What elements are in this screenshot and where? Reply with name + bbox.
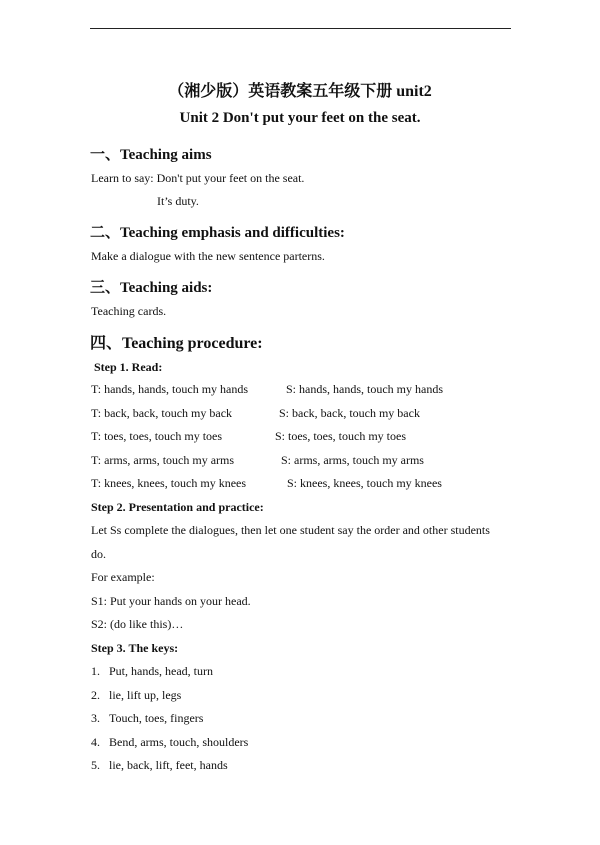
step1-student-line: S: hands, hands, touch my hands: [286, 382, 443, 396]
step1-label: Step 1. Read:: [94, 360, 163, 374]
key-number: 1.: [91, 664, 100, 678]
step2-line: S1: Put your hands on your head.: [91, 594, 251, 608]
key-item: [91, 664, 213, 679]
heading-emphasis: 二、Teaching emphasis and difficulties:: [90, 225, 345, 241]
document-subtitle: Unit 2 Don't put your feet on the seat.: [179, 110, 421, 126]
step2-line: do.: [91, 547, 106, 561]
document-title: （湘少版）英语教案五年级下册 unit2: [168, 83, 432, 100]
emphasis-text: Make a dialogue with the new sentence parterns.: [91, 249, 325, 263]
key-item: [91, 688, 181, 703]
step1-student-line: S: back, back, touch my back: [279, 406, 420, 420]
step3-label: Step 3. The keys:: [91, 641, 179, 655]
aids-text: Teaching cards.: [91, 304, 167, 318]
header-rule: [90, 28, 511, 29]
step1-student-line: S: toes, toes, touch my toes: [275, 429, 406, 443]
step1-teacher-line: T: back, back, touch my back: [91, 406, 233, 420]
step1-teacher-line: T: knees, knees, touch my knees: [91, 476, 247, 490]
key-text: Touch, toes, fingers: [109, 711, 204, 725]
key-text: Put, hands, head, turn: [109, 664, 213, 678]
key-number: 3.: [91, 711, 100, 725]
heading-aids: 三、Teaching aids:: [90, 280, 213, 296]
key-number: 2.: [91, 688, 100, 702]
step1-teacher-line: T: arms, arms, touch my arms: [91, 453, 235, 467]
step1-student-line: S: arms, arms, touch my arms: [281, 453, 424, 467]
heading-procedure: 四、Teaching procedure:: [90, 335, 263, 352]
heading-teaching-aims: 一、Teaching aims: [90, 147, 212, 163]
step1-teacher-line: T: hands, hands, touch my hands: [91, 382, 249, 396]
step2-label: Step 2. Presentation and practice:: [91, 500, 264, 514]
key-text: Bend, arms, touch, shoulders: [109, 735, 249, 749]
key-number: 5.: [91, 758, 100, 772]
aims-line-2: It’s duty.: [157, 194, 199, 208]
step1-teacher-line: T: toes, toes, touch my toes: [91, 429, 223, 443]
key-item: [91, 711, 203, 726]
step2-line: Let Ss complete the dialogues, then let one student say the order and other students: [91, 523, 490, 537]
step2-line: S2: (do like this)…: [91, 617, 184, 631]
aims-line-1: Learn to say: Don't put your feet on the seat.: [91, 171, 305, 185]
key-number: 4.: [91, 735, 100, 749]
key-text: lie, back, lift, feet, hands: [109, 758, 228, 772]
key-text: lie, lift up, legs: [109, 688, 182, 702]
key-item: [91, 735, 248, 750]
step2-line: For example:: [91, 570, 155, 584]
key-item: [91, 758, 228, 773]
step1-student-line: S: knees, knees, touch my knees: [287, 476, 442, 490]
